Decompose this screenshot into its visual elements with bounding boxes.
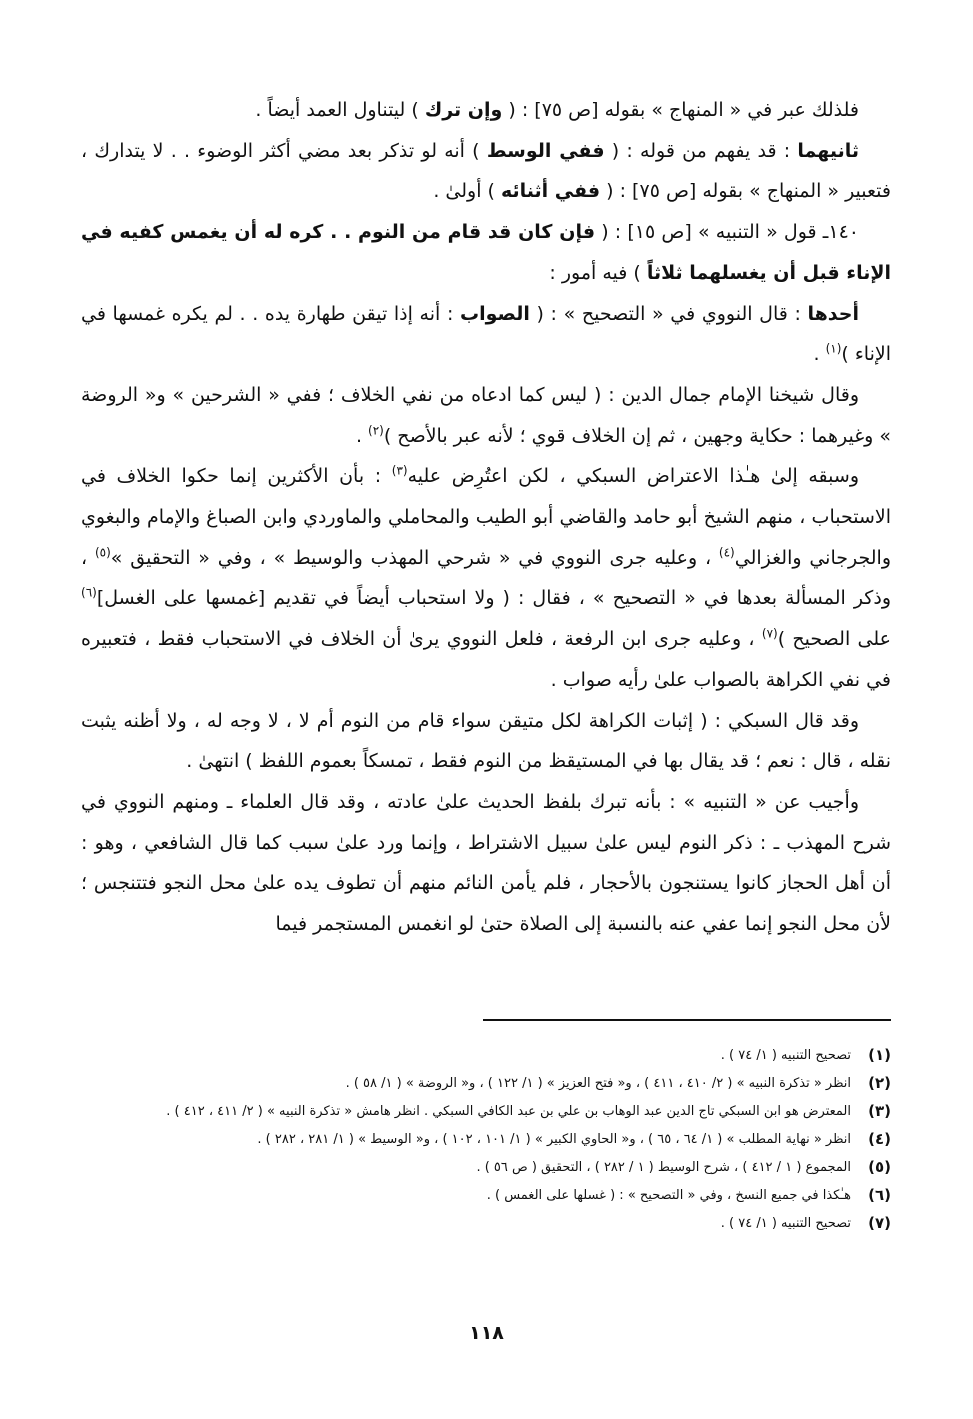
page-number: ١١٨ (469, 1322, 504, 1344)
footnote-divider (483, 1019, 891, 1021)
footnote-number: (٤) (868, 1130, 891, 1148)
text-segment: ، وعليه جرى ابن الرفعة ، فلعل النووي يرىٰ أن الخلاف في الاستحباب فقط ، فتعبيره في نفي الكراهة بالصواب علىٰ رأيه صواب . (81, 628, 891, 691)
text-segment: وأجيب عن « التنبيه » : بأنه تبرك بلفظ الحديث علىٰ عادته ، وقد قال العلماء ـ ومنهم النووي في شرح المهذب ـ : ذكر النوم ليس علىٰ سبيل الاشتراط ، وإنما ورد علىٰ سبب كما قال الشافعي ، وهو : أن أهل الحجاز كانوا يستنجون بالأحجار ، فلم يأمن النائم منهم أن تطوف يده علىٰ محل النجو فتتنجس ؛ لأن محل النجو إنما عفي عنه بالنسبة إلى الصلاة حتىٰ لو انغمس المستجمر فيما (81, 790, 891, 936)
footnote-reference: (٤) (718, 545, 735, 560)
footnote-item (81, 1041, 891, 1069)
footnote-item (81, 1069, 891, 1097)
text-segment: : بأن الأكثرين إنما حكوا الخلاف في الاستحباب ، منهم الشيخ أبو حامد والقاضي أبو الطيب والمحاملي والماوردي وابن الصباغ والإمام والبغوي والجرجاني والغزالي (81, 465, 891, 569)
text-segment: : قال النووي في « التصحيح » : ( (529, 302, 808, 325)
paragraph (81, 212, 891, 293)
text-segment: وسبقه إلىٰ هـٰذا الاعتراض السبكي ، لكن اعتُرِض عليه (407, 465, 859, 488)
text-segment: وقد قال السبكي : ( إثبات الكراهة لكل متيقن سواء قام من النوم أم لا ، لا وجه له ، ولا أظنه يثبت نقله ، قال : نعم ؛ قد يقال بها في المستيقظ من النوم فقط ، تمسكاً بعموم اللفظ ) انتهىٰ . (81, 709, 891, 773)
footnote-text: انظر « نهاية المطلب » ( ١/ ٦٤ ، ٦٥ ) ، و« الحاوي الكبير » ( ١/ ١٠١ ، ١٠٢ ) ، و« الوسيط » ( ١/ ٢٨١ ، ٢٨٢ ) . (257, 1132, 851, 1147)
footnote-text: انظر « تذكرة النبيه » ( ٢/ ٤١٠ ، ٤١١ ) ، و« فتح العزيز » ( ١/ ١٢٢ ) ، و« الروضة » ( ١/ ٥٨ ) . (345, 1076, 851, 1091)
bold-text: ثانيهما (797, 139, 859, 162)
bold-text: الصواب (459, 302, 530, 325)
paragraph (81, 294, 891, 375)
footnote-item (81, 1181, 891, 1209)
footnote-text: تصحيح التنبيه ( ١/ ٧٤ ) . (720, 1048, 851, 1063)
footnote-item (81, 1125, 891, 1153)
footnotes (81, 1041, 891, 1237)
text-segment: فلذلك عبر في « المنهاج » بقوله [ص ٧٥] : ( (502, 99, 859, 121)
footnote-item (81, 1153, 891, 1181)
bold-text: وإن ترك (424, 99, 503, 121)
text-segment: ، وعليه جرى النووي في « شرحي المهذب والوسيط » ، وفي « التحقيق » (110, 546, 719, 569)
footnote-reference: (١) (825, 341, 842, 356)
footnote-number: (١) (868, 1046, 891, 1064)
footnote-number: (٣) (868, 1102, 891, 1120)
text-segment: ) ليتناول العمد أيضاً . (255, 99, 425, 121)
footnote-number: (٢) (868, 1074, 891, 1092)
paragraph (81, 782, 891, 945)
footnote-text: المعترض هو ابن السبكي تاج الدين عبد الوهاب بن علي بن عبد الكافي السبكي . انظر هامش « تذكرة النبيه » ( ٢/ ٤١١ ، ٤١٢ ) . (166, 1104, 851, 1119)
text-segment: : أنه إذا تيقن طهارة يده . . لم يكره غمسها في الإناء ) (81, 302, 891, 366)
paragraph (81, 456, 891, 700)
footnote-reference: (٧) (761, 626, 778, 641)
footnote-text: المجموع ( ١ / ٤١٢ ) ، شرح الوسيط ( ١ / ٢٨٢ ) ، التحقيق ( ص ٥٦ ) . (476, 1160, 851, 1175)
footnote-number: (٧) (868, 1214, 891, 1232)
text-segment: : قد يفهم من قوله : ( (604, 139, 798, 162)
footnote-reference: (٣) (391, 464, 408, 478)
text-segment: ١٤٠ـ قول « التنبيه » [ص ١٥] : ( (595, 221, 859, 244)
footnote-reference: (٥) (94, 545, 111, 560)
paragraph (81, 131, 891, 212)
paragraph (81, 90, 891, 131)
footnote-item (81, 1097, 891, 1125)
paragraph (81, 375, 891, 456)
footnote-number: (٦) (868, 1186, 891, 1204)
bold-text: أحدها (807, 302, 859, 325)
footnote-text: تصحيح التنبيه ( ١/ ٧٤ ) . (720, 1216, 851, 1231)
footnote-number: (٥) (868, 1158, 891, 1176)
main-text (81, 90, 891, 945)
footnote-item (81, 1209, 891, 1237)
text-segment: على الصحيح ) (777, 628, 891, 651)
bold-text: ففي أثنائه (500, 180, 601, 203)
footnote-reference: (٦) (81, 586, 97, 601)
text-segment: ) أولىٰ . (433, 180, 501, 203)
text-segment: وقال شيخنا الإمام جمال الدين : ( ليس كما ادعاه من نفي الخلاف ؛ ففي « الشرحين » و« الروضة » وغيرهما : حكاية وجهين ، ثم إن الخلاف قوي ؛ لأنه عبر بالأصح ) (81, 383, 891, 447)
footnote-text: هـٰكذا في جميع النسخ ، وفي « التصحيح » : ( غسلها على الغمس ) . (486, 1188, 851, 1203)
bold-text: فإن كان قد قام من النوم . . كره له أن يغمس كفيه في الإناء قبل أن يغسلهما ثلاثاً (81, 221, 891, 284)
text-segment: . (355, 424, 369, 447)
bold-text: ففي الوسط (486, 139, 605, 162)
text-segment: ) فيه أمور : (549, 261, 647, 284)
footnote-reference: (٢) (368, 423, 384, 438)
text-segment: ، وذكر المسألة بعدها في « التصحيح » ، فقال : ( ولا استحباب أيضاً في تقديم [غمسها على الغسل] (81, 546, 891, 610)
paragraph (81, 701, 891, 782)
text-segment: . (813, 343, 826, 366)
text-segment: ) أنه لو تذكر بعد مضي أكثر الوضوء . . لا يتدارك ، فتعبير « المنهاج » بقوله [ص ٧٥] : ( (81, 139, 891, 203)
